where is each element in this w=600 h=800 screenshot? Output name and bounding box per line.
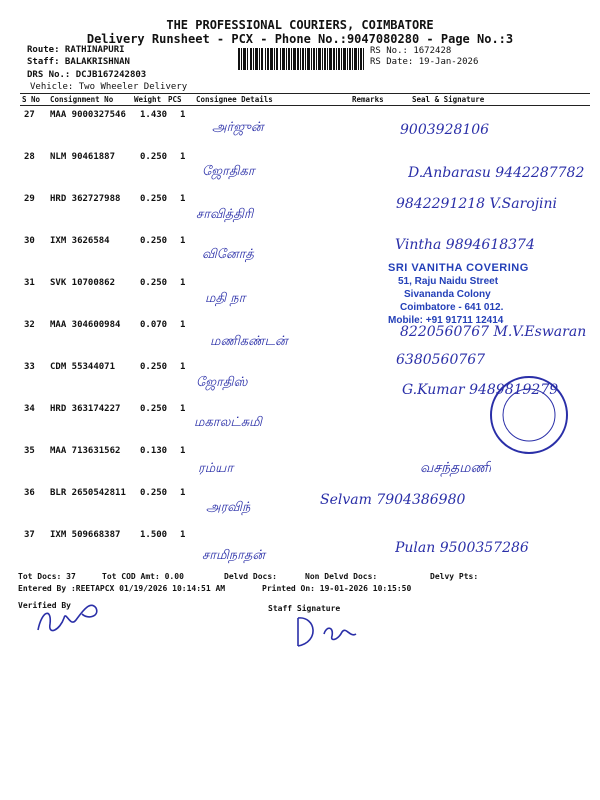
row-consignment-no: NLM 90461887 — [50, 152, 116, 162]
col-consignee: Consignee Details — [196, 95, 273, 104]
row-consignment-no: HRD 362727988 — [50, 194, 121, 204]
receiver-signature: Selvam 7904386980 — [320, 492, 466, 508]
row-weight: 0.250 — [140, 194, 168, 204]
row-pcs: 1 — [180, 404, 186, 414]
receiver-signature: Pulan 9500357286 — [395, 540, 529, 556]
row-pcs: 1 — [180, 362, 186, 372]
row-consignment-no: IXM 3626584 — [50, 236, 110, 246]
consignee-handwritten-name: மகாலட்சுமி — [194, 415, 262, 430]
rs-number: RS No.: 1672428 — [370, 46, 452, 56]
col-weight: Weight — [134, 95, 162, 104]
row-pcs: 1 — [180, 530, 186, 540]
barcode — [238, 48, 364, 70]
row-consignment-no: BLR 2650542811 — [50, 488, 126, 498]
drs-number: DRS No.: DCJB167242803 — [27, 70, 147, 80]
row-pcs: 1 — [180, 488, 186, 498]
table-row — [20, 194, 420, 208]
receiver-signature: D.Anbarasu 9442287782 — [408, 165, 585, 181]
receiver-signature: 9003928106 — [400, 122, 490, 138]
vehicle-label: Vehicle: Two Wheeler Delivery — [30, 82, 188, 92]
staff-signature — [290, 612, 370, 652]
row-sno: 37 — [24, 530, 35, 540]
verified-by-label: Verified By — [18, 601, 71, 610]
rs-date: RS Date: 19-Jan-2026 — [370, 57, 479, 67]
row-pcs: 1 — [180, 320, 186, 330]
document-title: THE PROFESSIONAL COURIERS, COIMBATORE — [166, 18, 434, 32]
consignee-handwritten-name: அர்ஜுன் — [212, 120, 264, 135]
consignee-handwritten-name: மணிகண்டன் — [210, 334, 288, 349]
row-consignment-no: MAA 9000327546 — [50, 110, 126, 120]
row-pcs: 1 — [180, 236, 186, 246]
consignee-handwritten-name: ஜோதிஸ் — [196, 375, 248, 390]
row-weight: 0.250 — [140, 488, 168, 498]
row-sno: 30 — [24, 236, 35, 246]
total-docs: Tot Docs: 37 — [18, 572, 76, 581]
row-weight: 0.070 — [140, 320, 168, 330]
row-consignment-no: CDM 55344071 — [50, 362, 116, 372]
row-weight: 1.430 — [140, 110, 168, 120]
col-consignment: Consignment No — [50, 95, 114, 104]
row-consignment-no: HRD 363174227 — [50, 404, 121, 414]
receiver-signature: 8220560767 M.V.Eswaran — [400, 324, 587, 340]
table-row — [20, 278, 420, 292]
receiver-signature: 9842291218 V.Sarojini — [396, 196, 558, 212]
delivery-points: Delvy Pts: — [430, 572, 479, 581]
receiver-signature: 6380560767 — [396, 352, 486, 368]
row-sno: 27 — [24, 110, 35, 120]
row-consignment-no: MAA 713631562 — [50, 446, 121, 456]
route-label: Route: RATHINAPURI — [27, 45, 125, 55]
row-sno: 32 — [24, 320, 35, 330]
document-subtitle: Delivery Runsheet - PCX - Phone No.:9047080280 - Page No.:3 — [86, 32, 514, 46]
row-sno: 33 — [24, 362, 35, 372]
row-sno: 31 — [24, 278, 35, 288]
consignee-handwritten-name: ஜோதிகா — [202, 164, 255, 179]
col-remarks: Remarks — [352, 95, 384, 104]
consignee-handwritten-name: சாமிநாதன் — [202, 548, 265, 563]
consignee-handwritten-name: வினோத் — [202, 247, 254, 262]
consignee-handwritten-name: மதி நா — [205, 291, 246, 306]
stamp-line-4: Coimbatore - 641 012. — [400, 302, 504, 313]
row-sno: 35 — [24, 446, 35, 456]
entered-by: Entered By :REETAPCX 01/19/2026 10:14:51 AM — [18, 584, 226, 593]
row-consignment-no: MAA 304600984 — [50, 320, 121, 330]
row-sno: 29 — [24, 194, 35, 204]
table-row — [20, 320, 420, 334]
row-consignment-no: IXM 509668387 — [50, 530, 121, 540]
row-sno: 34 — [24, 404, 35, 414]
consignee-handwritten-name: ரம்யா — [198, 461, 234, 476]
delivered-docs: Delvd Docs: — [224, 572, 277, 581]
row-weight: 0.250 — [140, 362, 168, 372]
consignee-handwritten-name: அரவிந் — [206, 500, 251, 515]
stamp-line-2: 51, Raju Naidu Street — [398, 276, 499, 287]
row-weight: 0.250 — [140, 152, 168, 162]
staff-signature-label: Staff Signature — [268, 604, 341, 613]
total-cod-amount: Tot COD Amt: 0.00 — [102, 572, 184, 581]
row-sno: 28 — [24, 152, 35, 162]
table-row — [20, 362, 420, 376]
row-weight: 0.250 — [140, 278, 168, 288]
stamp-line-5: Mobile: +91 91711 12414 — [388, 315, 504, 326]
row-pcs: 1 — [180, 446, 186, 456]
row-pcs: 1 — [180, 152, 186, 162]
staff-label: Staff: BALAKRISHNAN — [27, 57, 130, 67]
header-bottom-rule — [20, 105, 590, 106]
verifier-signature — [30, 590, 110, 640]
seal-ring-icon — [492, 378, 566, 452]
header-top-rule — [20, 93, 590, 94]
table-row — [20, 530, 420, 544]
stamp-line-1: SRI VANITHA COVERING — [388, 262, 529, 274]
receiver-signature: G.Kumar 9489819279 — [402, 382, 559, 398]
row-weight: 0.250 — [140, 404, 168, 414]
row-weight: 0.130 — [140, 446, 168, 456]
row-pcs: 1 — [180, 278, 186, 288]
col-pcs: PCS — [168, 95, 182, 104]
receiver-signature: வசந்தமணி — [420, 460, 492, 476]
col-seal-signature: Seal & Signature — [412, 95, 485, 104]
receiver-signature: Vintha 9894618374 — [395, 237, 535, 253]
row-sno: 36 — [24, 488, 35, 498]
row-weight: 0.250 — [140, 236, 168, 246]
stamp-line-3: Sivananda Colony — [404, 289, 491, 300]
row-weight: 1.500 — [140, 530, 168, 540]
consignee-handwritten-name: சாவித்திரி — [196, 207, 254, 222]
printed-on: Printed On: 19-01-2026 10:15:50 — [262, 584, 412, 593]
non-delivered-docs: Non Delvd Docs: — [305, 572, 378, 581]
table-row — [20, 446, 420, 460]
row-pcs: 1 — [180, 194, 186, 204]
row-pcs: 1 — [180, 110, 186, 120]
shop-stamp — [388, 262, 558, 332]
col-sno: S No — [22, 95, 41, 104]
row-consignment-no: SVK 10700862 — [50, 278, 116, 288]
round-seal — [490, 376, 568, 454]
